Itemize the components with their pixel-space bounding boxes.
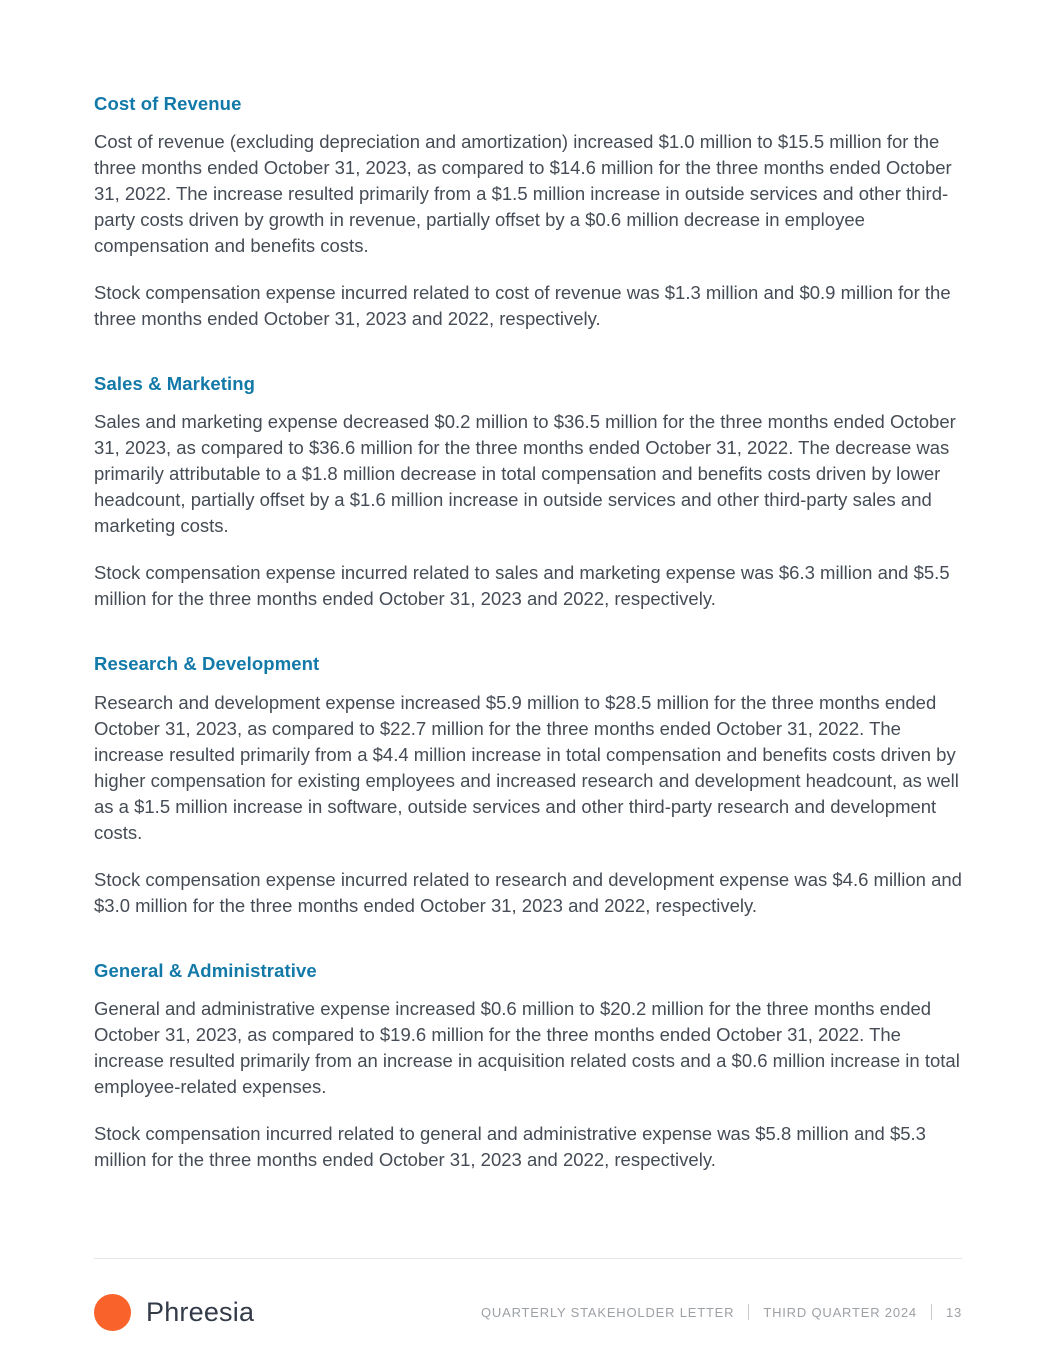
paragraph: Research and development expense increased $5.9 million to $28.5 million for the three months ended October 31, 2023, as compared to $22.7 million for the three months ended October 31, 2022. The increase resulted primarily from a $4.4 million increase in total compensation and benefits costs driven by higher compensation for existing employees and increased research and development headcount, as well as a $1.5 million increase in software, outside services and other third-party research and development costs. — [94, 691, 959, 843]
footer-divider — [94, 1258, 962, 1259]
paragraph: Stock compensation incurred related to general and administrative expense was $5.8 million and $5.3 million for the three months ended October 31, 2023 and 2022, respectively. — [94, 1122, 926, 1170]
footer-separator — [748, 1304, 749, 1320]
brand-name: Phreesia — [146, 1296, 255, 1327]
section-heading: Cost of Revenue — [94, 93, 242, 114]
footer-separator — [931, 1304, 932, 1320]
section-cost-of-revenue — [94, 93, 962, 332]
footer-page-number: 13 — [945, 1304, 962, 1320]
section-heading: Research & Development — [94, 653, 320, 675]
footer-doc-title: QUARTERLY STAKEHOLDER LETTER — [481, 1304, 735, 1320]
paragraph: General and administrative expense increased $0.6 million to $20.2 million for the three months ended October 31, 2023, as compared to $19.6 million for the three months ended October 31, 2022. The increase resulted primarily from an increase in acquisition related costs and a $0.6 million increase in total employee-related expenses. — [94, 997, 960, 1097]
paragraph: Sales and marketing expense decreased $0.2 million to $36.5 million for the three months ended October 31, 2023, as compared to $36.6 million for the three months ended October 31, 2022. The decrease was primarily attributable to a $1.8 million decrease in total compensation and benefits costs driven by lower headcount, partially offset by a $1.6 million increase in outside services and other third-party sales and marketing costs. — [94, 411, 956, 537]
paragraph: Stock compensation expense incurred related to research and development expense was $4.6 million and $3.0 million for the three months ended October 31, 2023 and 2022, respectively. — [94, 868, 962, 916]
phreesia-logo-icon — [94, 1294, 131, 1331]
footer-quarter: THIRD QUARTER 2024 — [763, 1304, 917, 1320]
paragraph: Stock compensation expense incurred related to sales and marketing expense was $6.3 million and $5.5 million for the three months ended October 31, 2023 and 2022, respectively. — [94, 562, 950, 610]
paragraph: Stock compensation expense incurred related to cost of revenue was $1.3 million and $0.9 million for the three months ended October 31, 2023 and 2022, respectively. — [94, 282, 951, 330]
section-heading: Sales & Marketing — [94, 373, 256, 395]
page-footer — [94, 1283, 962, 1341]
section-research-development — [94, 653, 962, 918]
section-heading: General & Administrative — [94, 959, 317, 981]
paragraph: Cost of revenue (excluding depreciation and amortization) increased $1.0 million to $15.5 million for the three months ended October 31, 2023, as compared to $14.6 million for the three months ended October 31, 2022. The increase resulted primarily from a $1.5 million increase in outside services and other third-party costs driven by growth in revenue, partially offset by a $0.6 million decrease in employee compensation and benefits costs. — [94, 131, 952, 257]
brand-logo — [94, 1294, 254, 1331]
page-content — [94, 93, 962, 1214]
footer-meta — [481, 1304, 962, 1320]
section-general-administrative — [94, 960, 962, 1173]
section-sales-marketing — [94, 373, 962, 612]
